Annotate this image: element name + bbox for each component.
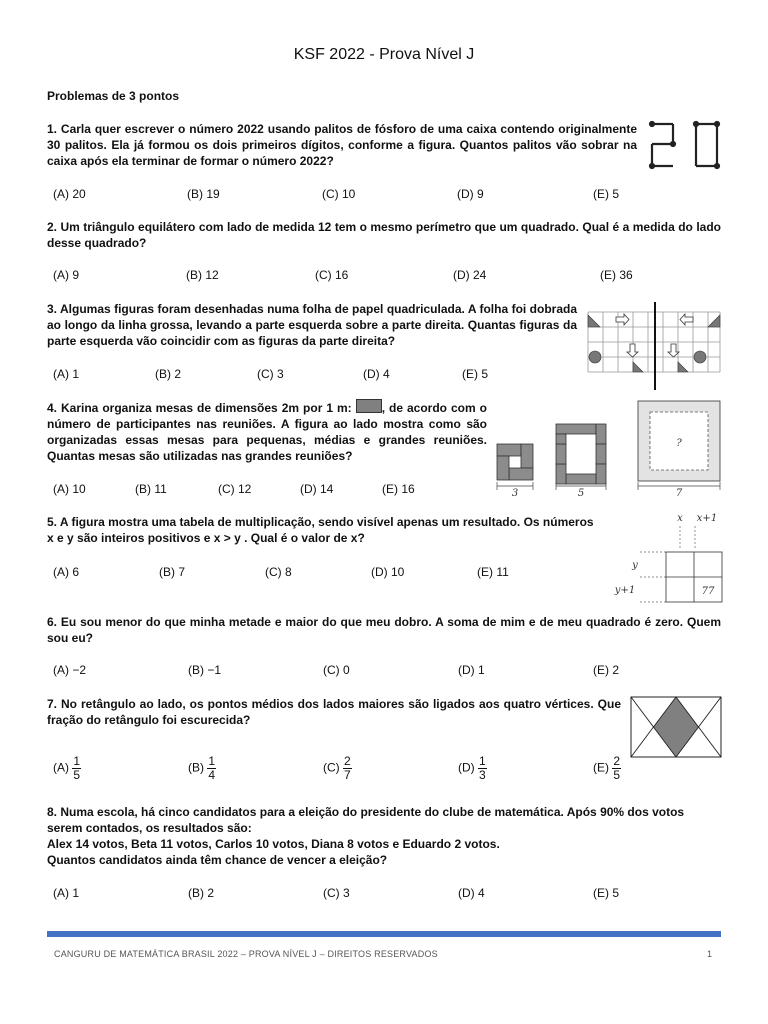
q7-option-e-label: (E) — [593, 760, 609, 775]
q7-option-a-label: (A) — [53, 760, 69, 775]
q6-option-b[interactable]: (B) −1 — [188, 663, 222, 677]
q5-option-a[interactable]: (A) 6 — [53, 565, 80, 579]
question-2-text: 2. Um triângulo equilátero com lado de medida 12 tem o mesmo perímetro que um quadrado. Qual é a medida do lado desse quadrado? — [47, 220, 721, 250]
q1-option-a[interactable]: (A) 20 — [53, 187, 86, 201]
denominator: 4 — [208, 768, 216, 782]
q5-option-e[interactable]: (E) 11 — [477, 565, 509, 579]
tables-arrangement-figure — [494, 398, 724, 500]
denominator: 7 — [344, 768, 351, 782]
q4-option-a[interactable]: (A) 10 — [53, 482, 86, 496]
q8-option-d[interactable]: (D) 4 — [458, 886, 485, 900]
question-7-text: 7. No retângulo ao lado, os pontos médios dos lados maiores são ligados aos quatro vértices. Que fração do retângulo foi escurecida? — [47, 697, 621, 727]
q3-option-a[interactable]: (A) 1 — [53, 367, 80, 381]
fraction — [343, 755, 352, 782]
q8-option-b[interactable]: (B) 2 — [188, 886, 215, 900]
q2-option-d[interactable]: (D) 24 — [453, 268, 487, 282]
numerator: 1 — [479, 754, 486, 768]
footer-accent-bar — [47, 931, 721, 937]
question-5-text — [47, 514, 607, 546]
question-3-text: 3. Algumas figuras foram desenhadas numa folha de papel quadriculada. A folha foi dobrada ao longo da linha grossa, levando a parte esquerda sobre a parte direita. Quantas figuras da parte esquerda vão coincidir com as figuras da parte direita? — [47, 302, 577, 348]
q1-option-c[interactable]: (C) 10 — [322, 187, 356, 201]
page-number: 1 — [707, 949, 713, 959]
question-6-text: 6. Eu sou menor do que minha metade e maior do que meu dobro. A soma de mim e de meu quadrado é zero. Quem sou eu? — [47, 615, 721, 645]
q5-option-b[interactable]: (B) 7 — [159, 565, 186, 579]
q5-text-line-2: x e y são inteiros positivos e x > y . Qual é o valor de x? — [47, 531, 365, 545]
q8-line-3: Quantos candidatos ainda têm chance de vencer a eleição? — [47, 853, 388, 867]
fraction — [207, 755, 216, 782]
size-label-medium: 5 — [577, 488, 585, 499]
q3-option-b[interactable]: (B) 2 — [155, 367, 182, 381]
q2-option-e[interactable]: (E) 36 — [600, 268, 633, 282]
numerator: 2 — [613, 754, 621, 768]
q2-option-c[interactable]: (C) 16 — [315, 268, 349, 282]
size-label-large: 7 — [675, 488, 683, 499]
q6-option-d[interactable]: (D) 1 — [458, 663, 485, 677]
column-label-x: x — [677, 513, 683, 524]
denominator: 3 — [479, 768, 486, 782]
row-label-y-plus-1: y+1 — [614, 585, 636, 596]
size-label-small: 3 — [511, 488, 519, 499]
q7-option-d[interactable] — [458, 755, 487, 782]
q3-option-e[interactable]: (E) 5 — [462, 367, 489, 381]
multiplication-table-figure — [608, 508, 724, 604]
q2-option-a[interactable]: (A) 9 — [53, 268, 80, 282]
fraction — [72, 755, 81, 782]
denominator: 5 — [613, 768, 621, 782]
q4-option-e[interactable]: (E) 16 — [382, 482, 415, 496]
q4-option-d[interactable]: (D) 14 — [300, 482, 334, 496]
q6-option-c[interactable]: (C) 0 — [323, 663, 350, 677]
q7-option-a[interactable] — [53, 755, 81, 782]
matchstick-20-figure — [646, 120, 722, 172]
q5-text-line-1: 5. A figura mostra uma tabela de multiplicação, sendo visível apenas um resultado. Os números — [47, 515, 594, 529]
folded-grid-figure — [586, 300, 722, 392]
numerator: 1 — [73, 754, 81, 768]
column-label-x-plus-1: x+1 — [696, 513, 718, 524]
q7-option-c[interactable] — [323, 755, 352, 782]
q1-option-d[interactable]: (D) 9 — [457, 187, 484, 201]
q5-option-d[interactable]: (D) 10 — [371, 565, 405, 579]
q3-option-d[interactable]: (D) 4 — [363, 367, 390, 381]
q6-option-e[interactable]: (E) 2 — [593, 663, 620, 677]
numerator: 1 — [208, 754, 216, 768]
product-value: 77 — [701, 586, 715, 597]
table-icon — [356, 399, 382, 413]
q8-option-e[interactable]: (E) 5 — [593, 886, 620, 900]
q8-option-a[interactable]: (A) 1 — [53, 886, 80, 900]
q7-option-b-label: (B) — [188, 760, 204, 775]
q7-option-c-label: (C) — [323, 760, 340, 775]
q4-text-start: 4. Karina organiza mesas de dimensões 2m por 1 m: — [47, 401, 352, 415]
q1-option-e[interactable]: (E) 5 — [593, 187, 620, 201]
q4-option-b[interactable]: (B) 11 — [135, 482, 167, 496]
fraction — [478, 755, 487, 782]
q2-option-b[interactable]: (B) 12 — [186, 268, 219, 282]
question-8-text — [47, 804, 721, 868]
question-4-text — [47, 399, 487, 464]
fraction — [612, 755, 621, 782]
q3-option-c[interactable]: (C) 3 — [257, 367, 284, 381]
q7-option-d-label: (D) — [458, 760, 475, 775]
footer-text: CANGURU DE MATEMÁTICA BRASIL 2022 – PROVA NÍVEL J – DIREITOS RESERVADOS — [54, 949, 438, 959]
row-label-y: y — [632, 560, 638, 571]
q5-option-c[interactable]: (C) 8 — [265, 565, 292, 579]
numerator: 2 — [344, 754, 351, 768]
q7-option-b[interactable] — [188, 755, 216, 782]
q4-option-c[interactable]: (C) 12 — [218, 482, 252, 496]
rectangle-diamond-figure — [630, 696, 722, 758]
page-title: KSF 2022 - Prova Nível J — [293, 46, 475, 63]
big-meeting-question-mark: ? — [676, 438, 682, 449]
q6-option-a[interactable]: (A) −2 — [53, 663, 87, 677]
q4-text-end: , de acordo com o número de participantes nas reuniões. A figura ao lado mostra como são organizadas essas mesas para pequenas, médias e grandes reuniões. Quantas mesas são utilizadas nas grandes reuniões? — [47, 401, 487, 463]
q8-line-2: Alex 14 votos, Beta 11 votos, Carlos 10 votos, Diana 8 votos e Eduardo 2 votos. — [47, 837, 500, 851]
question-1-text: 1. Carla quer escrever o número 2022 usando palitos de fósforo de uma caixa contendo originalmente 30 palitos. Ela já formou os dois primeiros dígitos, conforme a figura. Quantos palitos vão sobrar na caixa após ela terminar de formar o número 2022? — [47, 122, 637, 168]
q7-option-e[interactable] — [593, 755, 621, 782]
denominator: 5 — [73, 768, 81, 782]
q8-option-c[interactable]: (C) 3 — [323, 886, 350, 900]
q8-line-1: 8. Numa escola, há cinco candidatos para a eleição do presidente do clube de matemática. Após 90% dos votos serem contados, os resultados são: — [47, 805, 685, 835]
q1-option-b[interactable]: (B) 19 — [187, 187, 220, 201]
section-heading: Problemas de 3 pontos — [47, 89, 180, 103]
